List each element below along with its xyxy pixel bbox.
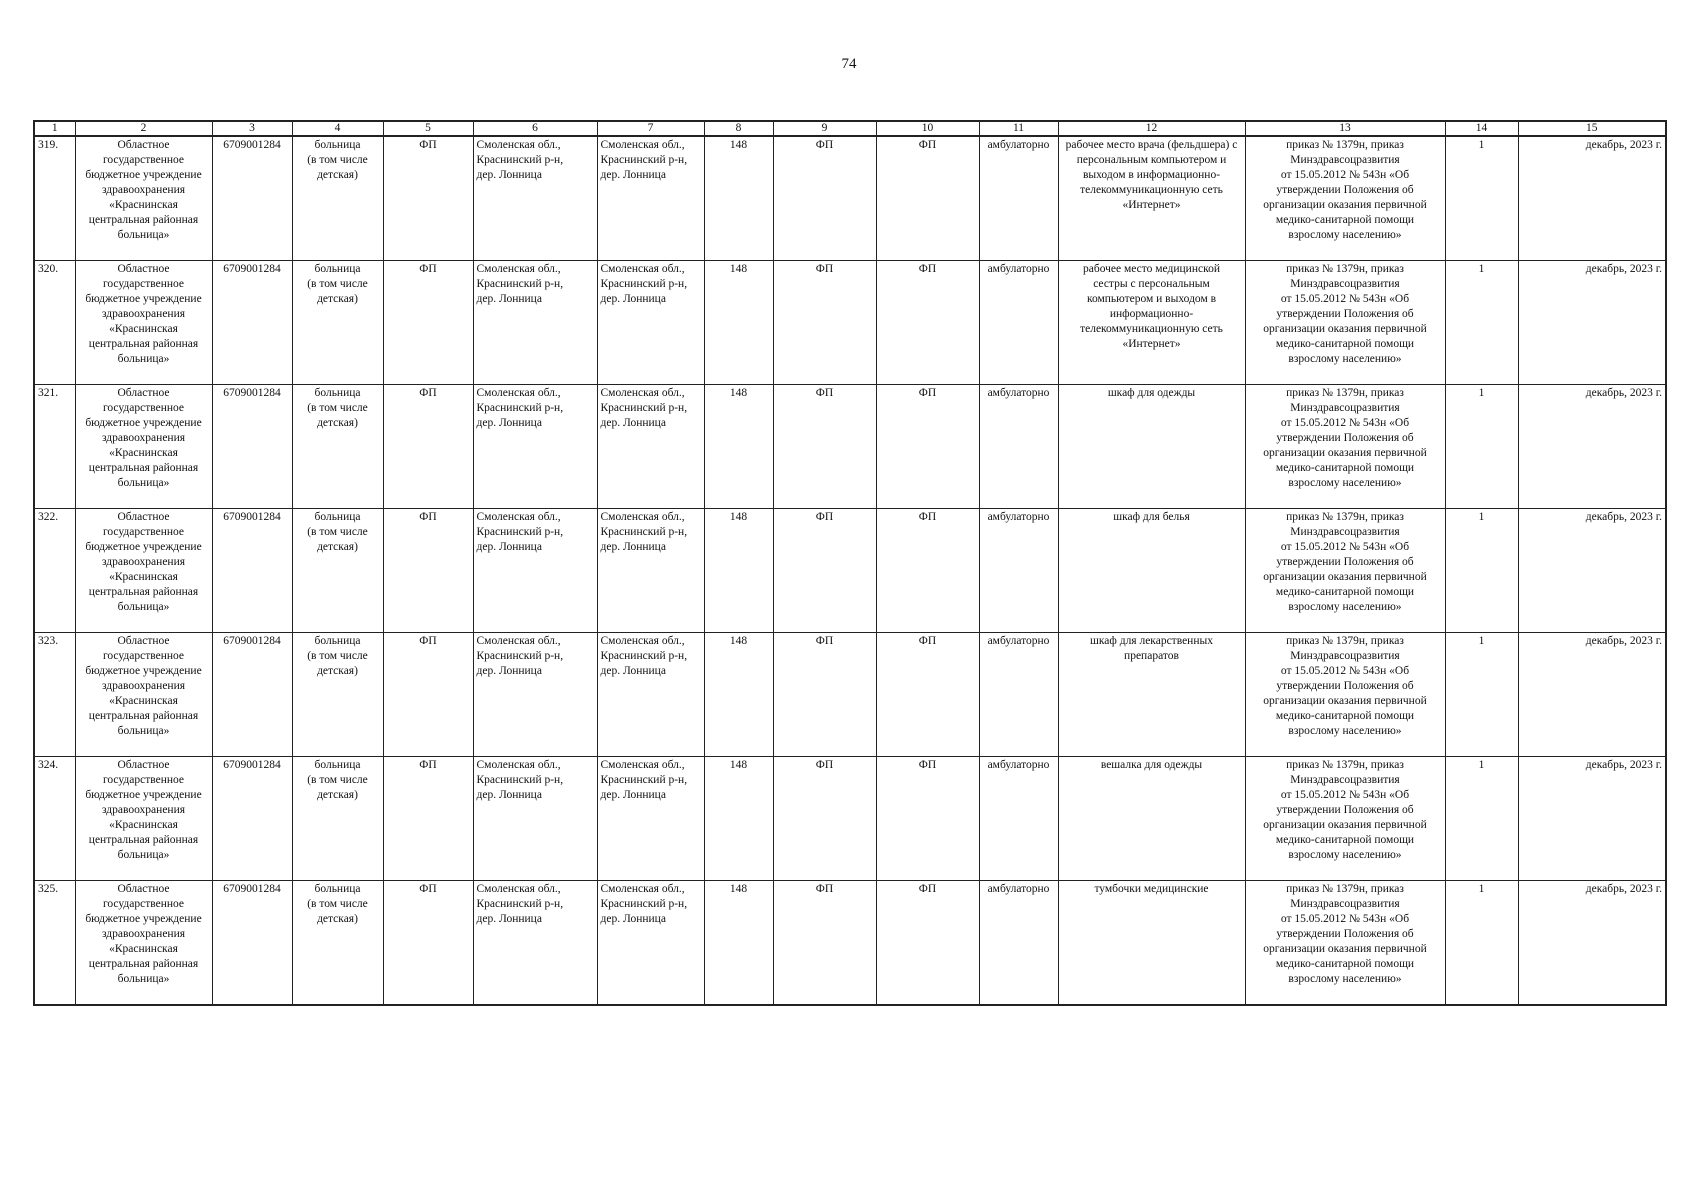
unit-type: ФП (773, 881, 876, 1006)
inn: 6709001284 (212, 385, 292, 509)
table-body (34, 136, 1666, 1005)
facility-type: больница (в том числе детская) (292, 757, 383, 881)
legal-basis: приказ № 1379н, приказ Минздравсоцразвития от 15.05.2012 № 543н «Об утверждении Положения об организации оказания первичной медико-санитарной помощи взрослому населению» (1245, 385, 1445, 509)
column-header: 2 (75, 121, 212, 136)
column-header: 8 (704, 121, 773, 136)
column-header: 10 (876, 121, 979, 136)
facility-type: больница (в том числе детская) (292, 385, 383, 509)
column-header: 9 (773, 121, 876, 136)
table-row (34, 633, 1666, 757)
deadline: декабрь, 2023 г. (1518, 385, 1666, 509)
column-header: 14 (1445, 121, 1518, 136)
address: Смоленская обл., Краснинский р-н, дер. Лонница (597, 509, 704, 633)
column-header: 6 (473, 121, 597, 136)
table-row (34, 881, 1666, 1006)
unit-type: ФП (773, 509, 876, 633)
code-value: 148 (704, 385, 773, 509)
unit-type: ФП (773, 136, 876, 261)
address: Смоленская обл., Краснинский р-н, дер. Лонница (597, 633, 704, 757)
unit-type: ФП (773, 757, 876, 881)
unit-type: ФП (383, 881, 473, 1006)
inn: 6709001284 (212, 881, 292, 1006)
address: Смоленская обл., Краснинский р-н, дер. Лонница (597, 261, 704, 385)
row-number: 320. (34, 261, 75, 385)
care-condition: амбулаторно (979, 136, 1058, 261)
unit-type: ФП (876, 881, 979, 1006)
equipment-name: шкаф для лекарственных препаратов (1058, 633, 1245, 757)
address: Смоленская обл., Краснинский р-н, дер. Лонница (473, 509, 597, 633)
column-header: 4 (292, 121, 383, 136)
inn: 6709001284 (212, 261, 292, 385)
legal-basis: приказ № 1379н, приказ Минздравсоцразвития от 15.05.2012 № 543н «Об утверждении Положения об организации оказания первичной медико-санитарной помощи взрослому населению» (1245, 881, 1445, 1006)
unit-type: ФП (876, 757, 979, 881)
inn: 6709001284 (212, 136, 292, 261)
code-value: 148 (704, 881, 773, 1006)
facility-type: больница (в том числе детская) (292, 136, 383, 261)
unit-type: ФП (876, 509, 979, 633)
address: Смоленская обл., Краснинский р-н, дер. Лонница (473, 385, 597, 509)
organization-name: Областное государственное бюджетное учреждение здравоохранения «Краснинская центральная районная больница» (75, 136, 212, 261)
row-number: 319. (34, 136, 75, 261)
code-value: 148 (704, 261, 773, 385)
quantity: 1 (1445, 509, 1518, 633)
column-header: 15 (1518, 121, 1666, 136)
inn: 6709001284 (212, 633, 292, 757)
column-header: 11 (979, 121, 1058, 136)
organization-name: Областное государственное бюджетное учреждение здравоохранения «Краснинская центральная районная больница» (75, 385, 212, 509)
table-row (34, 136, 1666, 261)
organization-name: Областное государственное бюджетное учреждение здравоохранения «Краснинская центральная районная больница» (75, 757, 212, 881)
deadline: декабрь, 2023 г. (1518, 261, 1666, 385)
unit-type: ФП (383, 509, 473, 633)
column-header: 5 (383, 121, 473, 136)
quantity: 1 (1445, 261, 1518, 385)
code-value: 148 (704, 633, 773, 757)
deadline: декабрь, 2023 г. (1518, 633, 1666, 757)
address: Смоленская обл., Краснинский р-н, дер. Лонница (473, 261, 597, 385)
address: Смоленская обл., Краснинский р-н, дер. Лонница (473, 757, 597, 881)
register-table (33, 120, 1667, 1006)
legal-basis: приказ № 1379н, приказ Минздравсоцразвития от 15.05.2012 № 543н «Об утверждении Положения об организации оказания первичной медико-санитарной помощи взрослому населению» (1245, 509, 1445, 633)
code-value: 148 (704, 136, 773, 261)
unit-type: ФП (383, 757, 473, 881)
care-condition: амбулаторно (979, 757, 1058, 881)
row-number: 321. (34, 385, 75, 509)
table-row (34, 757, 1666, 881)
address: Смоленская обл., Краснинский р-н, дер. Лонница (597, 136, 704, 261)
unit-type: ФП (773, 385, 876, 509)
column-header: 1 (34, 121, 75, 136)
equipment-name: рабочее место врача (фельдшера) с персональным компьютером и выходом в информационно- телекоммуникационную сеть «Интернет» (1058, 136, 1245, 261)
column-header: 12 (1058, 121, 1245, 136)
row-number: 324. (34, 757, 75, 881)
code-value: 148 (704, 509, 773, 633)
column-header: 13 (1245, 121, 1445, 136)
quantity: 1 (1445, 633, 1518, 757)
address: Смоленская обл., Краснинский р-н, дер. Лонница (473, 633, 597, 757)
legal-basis: приказ № 1379н, приказ Минздравсоцразвития от 15.05.2012 № 543н «Об утверждении Положения об организации оказания первичной медико-санитарной помощи взрослому населению» (1245, 261, 1445, 385)
organization-name: Областное государственное бюджетное учреждение здравоохранения «Краснинская центральная районная больница» (75, 633, 212, 757)
table-row (34, 261, 1666, 385)
deadline: декабрь, 2023 г. (1518, 757, 1666, 881)
page-number: 74 (841, 56, 857, 72)
organization-name: Областное государственное бюджетное учреждение здравоохранения «Краснинская центральная районная больница» (75, 261, 212, 385)
unit-type: ФП (876, 136, 979, 261)
table-header (34, 121, 1666, 136)
deadline: декабрь, 2023 г. (1518, 136, 1666, 261)
address: Смоленская обл., Краснинский р-н, дер. Лонница (473, 881, 597, 1006)
quantity: 1 (1445, 881, 1518, 1006)
care-condition: амбулаторно (979, 385, 1058, 509)
address: Смоленская обл., Краснинский р-н, дер. Лонница (473, 136, 597, 261)
deadline: декабрь, 2023 г. (1518, 881, 1666, 1006)
unit-type: ФП (773, 633, 876, 757)
column-header: 3 (212, 121, 292, 136)
inn: 6709001284 (212, 757, 292, 881)
unit-type: ФП (383, 136, 473, 261)
equipment-name: шкаф для одежды (1058, 385, 1245, 509)
care-condition: амбулаторно (979, 509, 1058, 633)
legal-basis: приказ № 1379н, приказ Минздравсоцразвития от 15.05.2012 № 543н «Об утверждении Положения об организации оказания первичной медико-санитарной помощи взрослому населению» (1245, 633, 1445, 757)
table-row (34, 385, 1666, 509)
row-number: 323. (34, 633, 75, 757)
equipment-name: рабочее место медицинской сестры с персональным компьютером и выходом в информационно- телекоммуникационную сеть «Интернет» (1058, 261, 1245, 385)
table-row (34, 509, 1666, 633)
quantity: 1 (1445, 385, 1518, 509)
unit-type: ФП (773, 261, 876, 385)
address: Смоленская обл., Краснинский р-н, дер. Лонница (597, 757, 704, 881)
address: Смоленская обл., Краснинский р-н, дер. Лонница (597, 881, 704, 1006)
address: Смоленская обл., Краснинский р-н, дер. Лонница (597, 385, 704, 509)
deadline: декабрь, 2023 г. (1518, 509, 1666, 633)
quantity: 1 (1445, 136, 1518, 261)
care-condition: амбулаторно (979, 633, 1058, 757)
code-value: 148 (704, 757, 773, 881)
equipment-name: шкаф для белья (1058, 509, 1245, 633)
legal-basis: приказ № 1379н, приказ Минздравсоцразвития от 15.05.2012 № 543н «Об утверждении Положения об организации оказания первичной медико-санитарной помощи взрослому населению» (1245, 136, 1445, 261)
column-header: 7 (597, 121, 704, 136)
equipment-name: тумбочки медицинские (1058, 881, 1245, 1006)
organization-name: Областное государственное бюджетное учреждение здравоохранения «Краснинская центральная районная больница» (75, 881, 212, 1006)
row-number: 325. (34, 881, 75, 1006)
organization-name: Областное государственное бюджетное учреждение здравоохранения «Краснинская центральная районная больница» (75, 509, 212, 633)
equipment-name: вешалка для одежды (1058, 757, 1245, 881)
facility-type: больница (в том числе детская) (292, 633, 383, 757)
quantity: 1 (1445, 757, 1518, 881)
unit-type: ФП (383, 385, 473, 509)
facility-type: больница (в том числе детская) (292, 881, 383, 1006)
facility-type: больница (в том числе детская) (292, 261, 383, 385)
unit-type: ФП (876, 385, 979, 509)
row-number: 322. (34, 509, 75, 633)
legal-basis: приказ № 1379н, приказ Минздравсоцразвития от 15.05.2012 № 543н «Об утверждении Положения об организации оказания первичной медико-санитарной помощи взрослому населению» (1245, 757, 1445, 881)
unit-type: ФП (383, 261, 473, 385)
unit-type: ФП (383, 633, 473, 757)
facility-type: больница (в том числе детская) (292, 509, 383, 633)
care-condition: амбулаторно (979, 881, 1058, 1006)
care-condition: амбулаторно (979, 261, 1058, 385)
inn: 6709001284 (212, 509, 292, 633)
unit-type: ФП (876, 633, 979, 757)
unit-type: ФП (876, 261, 979, 385)
